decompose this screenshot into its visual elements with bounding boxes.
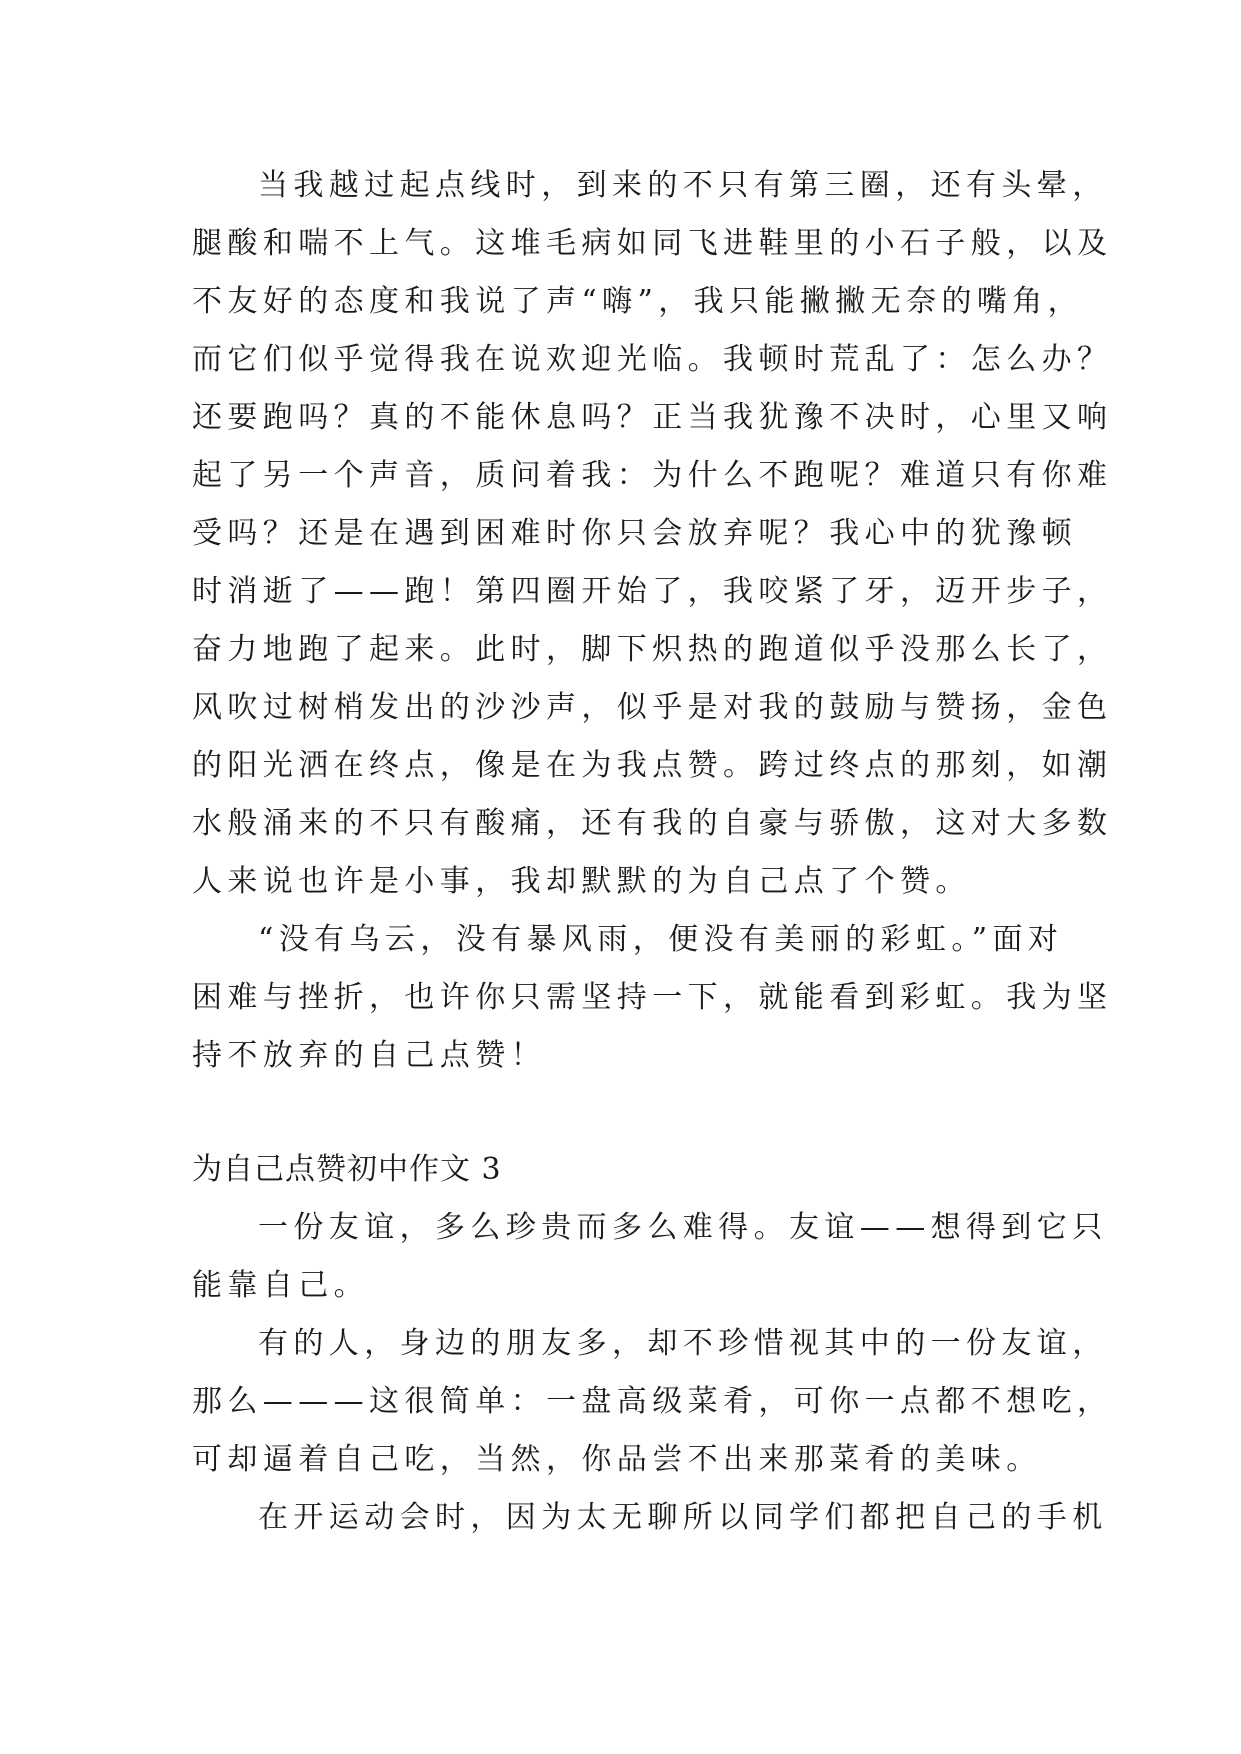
text-line: 人来说也许是小事，我却默默的为自己点了个赞。 bbox=[192, 864, 971, 899]
text-line: 当我越过起点线时，到来的不只有第三圈，还有头晕， bbox=[258, 168, 1108, 203]
text-line: 起了另一个声音，质问着我：为什么不跑呢？难道只有你难 bbox=[192, 458, 1113, 493]
text-line: 不友好的态度和我说了声“嗨”，我只能撇撇无奈的嘴角， bbox=[192, 284, 1084, 319]
text-line: 受吗？还是在遇到困难时你只会放弃呢？我心中的犹豫顿 bbox=[192, 516, 1077, 551]
text-line: 腿酸和喘不上气。这堆毛病如同飞进鞋里的小石子般，以及 bbox=[192, 226, 1113, 261]
text-line: “没有乌云，没有暴风雨，便没有美丽的彩虹。”面对 bbox=[258, 922, 1064, 957]
text-line: 奋力地跑了起来。此时，脚下炽热的跑道似乎没那么长了， bbox=[192, 632, 1113, 667]
text-line: 在开运动会时，因为太无聊所以同学们都把自己的手机 bbox=[258, 1500, 1108, 1535]
text-line: 那么———这很简单：一盘高级菜肴，可你一点都不想吃， bbox=[192, 1384, 1113, 1419]
text-line: 困难与挫折，也许你只需坚持一下，就能看到彩虹。我为坚 bbox=[192, 980, 1113, 1015]
text-line: 有的人，身边的朋友多，却不珍惜视其中的一份友谊， bbox=[258, 1326, 1108, 1361]
text-line: 还要跑吗？真的不能休息吗？正当我犹豫不决时，心里又响 bbox=[192, 400, 1113, 435]
text-line: 时消逝了——跑！第四圈开始了，我咬紧了牙，迈开步子， bbox=[192, 574, 1113, 609]
text-line: 一份友谊，多么珍贵而多么难得。友谊——想得到它只 bbox=[258, 1210, 1108, 1245]
text-line: 能靠自己。 bbox=[192, 1268, 369, 1303]
text-line: 的阳光洒在终点，像是在为我点赞。跨过终点的那刻，如潮 bbox=[192, 748, 1113, 783]
section-heading: 为自己点赞初中作文 3 bbox=[192, 1152, 502, 1187]
text-line: 风吹过树梢发出的沙沙声，似乎是对我的鼓励与赞扬，金色 bbox=[192, 690, 1113, 725]
text-line: 而它们似乎觉得我在说欢迎光临。我顿时荒乱了：怎么办？ bbox=[192, 342, 1113, 377]
text-line: 持不放弃的自己点赞！ bbox=[192, 1038, 546, 1073]
text-line: 水般涌来的不只有酸痛，还有我的自豪与骄傲，这对大多数 bbox=[192, 806, 1113, 841]
text-line: 可却逼着自己吃，当然，你品尝不出来那菜肴的美味。 bbox=[192, 1442, 1042, 1477]
